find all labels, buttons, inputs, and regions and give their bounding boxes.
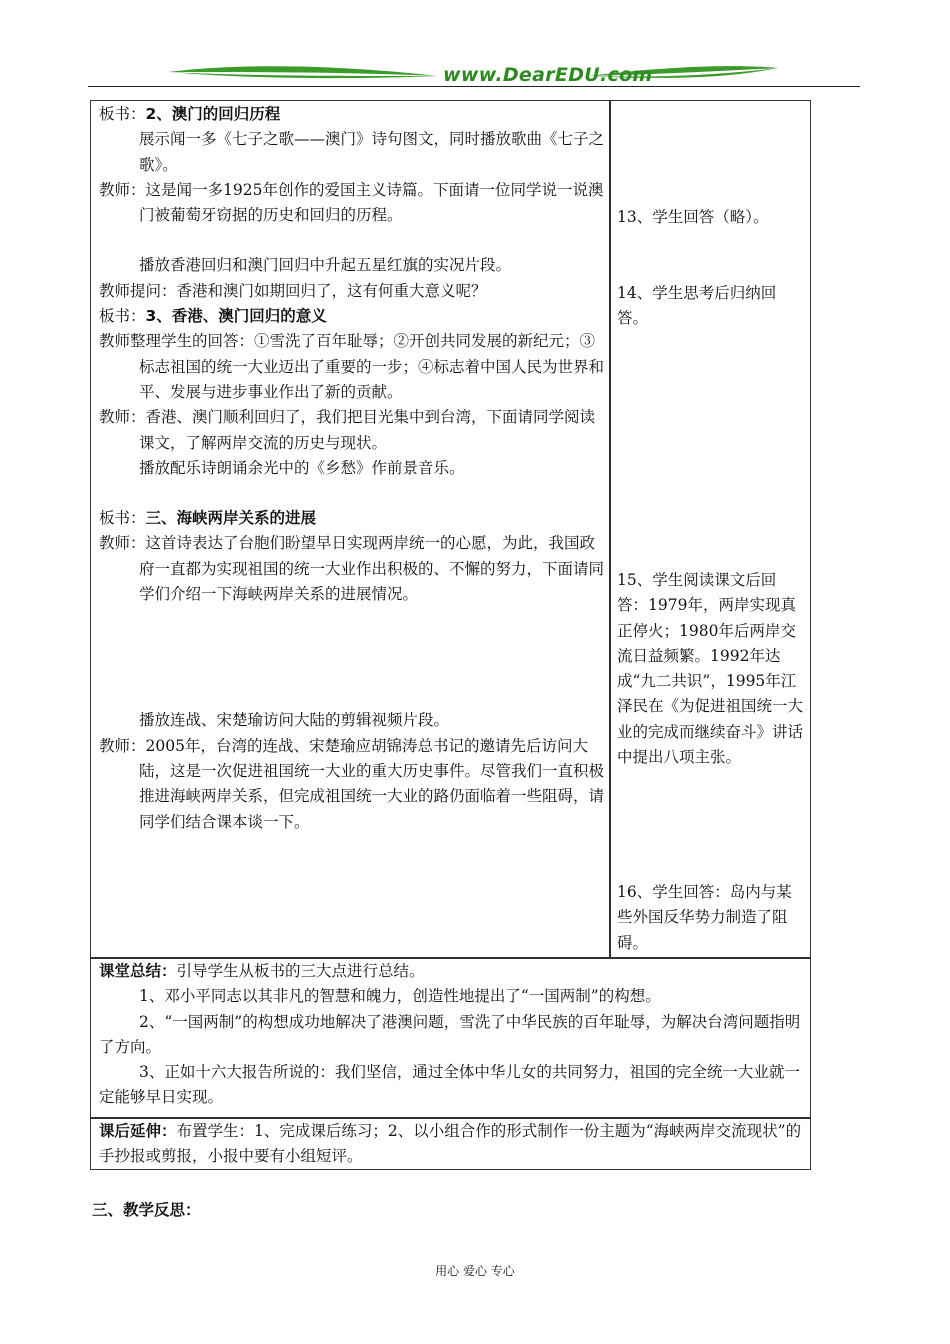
left-cell [99,102,604,835]
reflection-heading: 三、教学反思： [92,1201,201,1219]
spacer [99,228,604,253]
spacer [99,607,604,708]
board-heading-three: 板书：三、海峡两岸关系的进展 [99,509,317,528]
student-response-13: 13、学生回答（略）。 [617,208,769,226]
board-heading-2: 板书：2、澳门的回归历程 [99,105,281,123]
teacher-remark-4: 教师：2005年，台湾的连战、宋楚瑜应胡锦涛总书记的邀请先后访问大陆，这是一次促进祖国统一大业的重大历史事件。尽管我们一直积极推进海峡两岸关系，但完成祖国统一大业的路仍面临着一些阻碍，请同学们结合课本谈一下。 [99,736,605,831]
activity-poem: 展示闻一多《七子之歌——澳门》诗句图文，同时播放歌曲《七子之歌》。 [139,130,605,174]
activity-music: 播放配乐诗朗诵余光中的《乡愁》作前景音乐。 [139,458,465,477]
teacher-question: 教师提问：香港和澳门如期回归了，这有何重大意义呢？ [99,281,487,300]
summary-heading: 课堂总结：引导学生从板书的三大点进行总结。 [99,962,425,980]
student-response-15: 15、学生阅读课文后回答：1979年，两岸实现真正停火；1980年后两岸交流日益频繁。1992年达成“九二共识”，1995年江泽民在《为促进祖国统一大业的完成而继续奋斗》讲话中提出八项主张。 [617,571,804,767]
summary-cell [99,959,805,1111]
teacher-remark-2: 教师：香港、澳门顺利回归了，我们把目光集中到台湾，下面请同学阅读课文，了解两岸交流的历史与现状。 [99,408,596,452]
student-response-16: 16、学生回答：岛内与某些外国反华势力制造了阻碍。 [617,883,792,952]
summary-item-2: 2、“一国两制”的构想成功地解决了港澳问题，雪洗了中华民族的百年耻辱，为解决台湾问题指明了方向。 [99,1012,801,1056]
teacher-remark-3: 教师：这首诗表达了台胞们盼望早日实现两岸统一的心愿，为此，我国政府一直都为实现祖国的统一大业作出积极的、不懈的努力，下面请同学们介绍一下海峡两岸关系的进展情况。 [99,534,605,604]
board-heading-3: 板书：3、香港、澳门回归的意义 [99,307,327,326]
extension-text: 课后延伸：布置学生：1、完成课后练习；2、以小组合作的形式制作一份主题为“海峡两岸交流现状”的手抄报或剪报，小报中要有小组短评。 [99,1122,802,1166]
site-logo-text: www.DearEDU.com [443,64,653,86]
extension-cell [99,1119,805,1170]
header-rule [88,86,860,87]
page-footer: 用心 爱心 专心 [435,1264,515,1278]
spacer [99,481,604,506]
summary-item-3: 3、正如十六大报告所说的：我们坚信，通过全体中华儿女的共同努力，祖国的完全统一大业就一定能够早日实现。 [99,1063,800,1107]
activity-video-2: 播放连战、宋楚瑜访问大陆的剪辑视频片段。 [139,711,450,730]
teacher-remark-1: 教师：这是闻一多1925年创作的爱国主义诗篇。下面请一位同学说一说澳门被葡萄牙窃据的历史和回归的历程。 [99,180,604,225]
summary-item-1: 1、邓小平同志以其非凡的智慧和魄力，创造性地提出了“一国两制”的构想。 [139,987,661,1006]
student-response-14: 14、学生思考后归纳回答。 [617,284,777,328]
teacher-summary: 教师整理学生的回答：①雪洗了百年耻辱；②开创共同发展的新纪元；③标志祖国的统一大业迈出了重要的一步；④标志着中国人民为世界和平、发展与进步事业作出了新的贡献。 [99,332,605,401]
activity-video-1: 播放香港回归和澳门回归中升起五星红旗的实况片段。 [139,256,512,275]
